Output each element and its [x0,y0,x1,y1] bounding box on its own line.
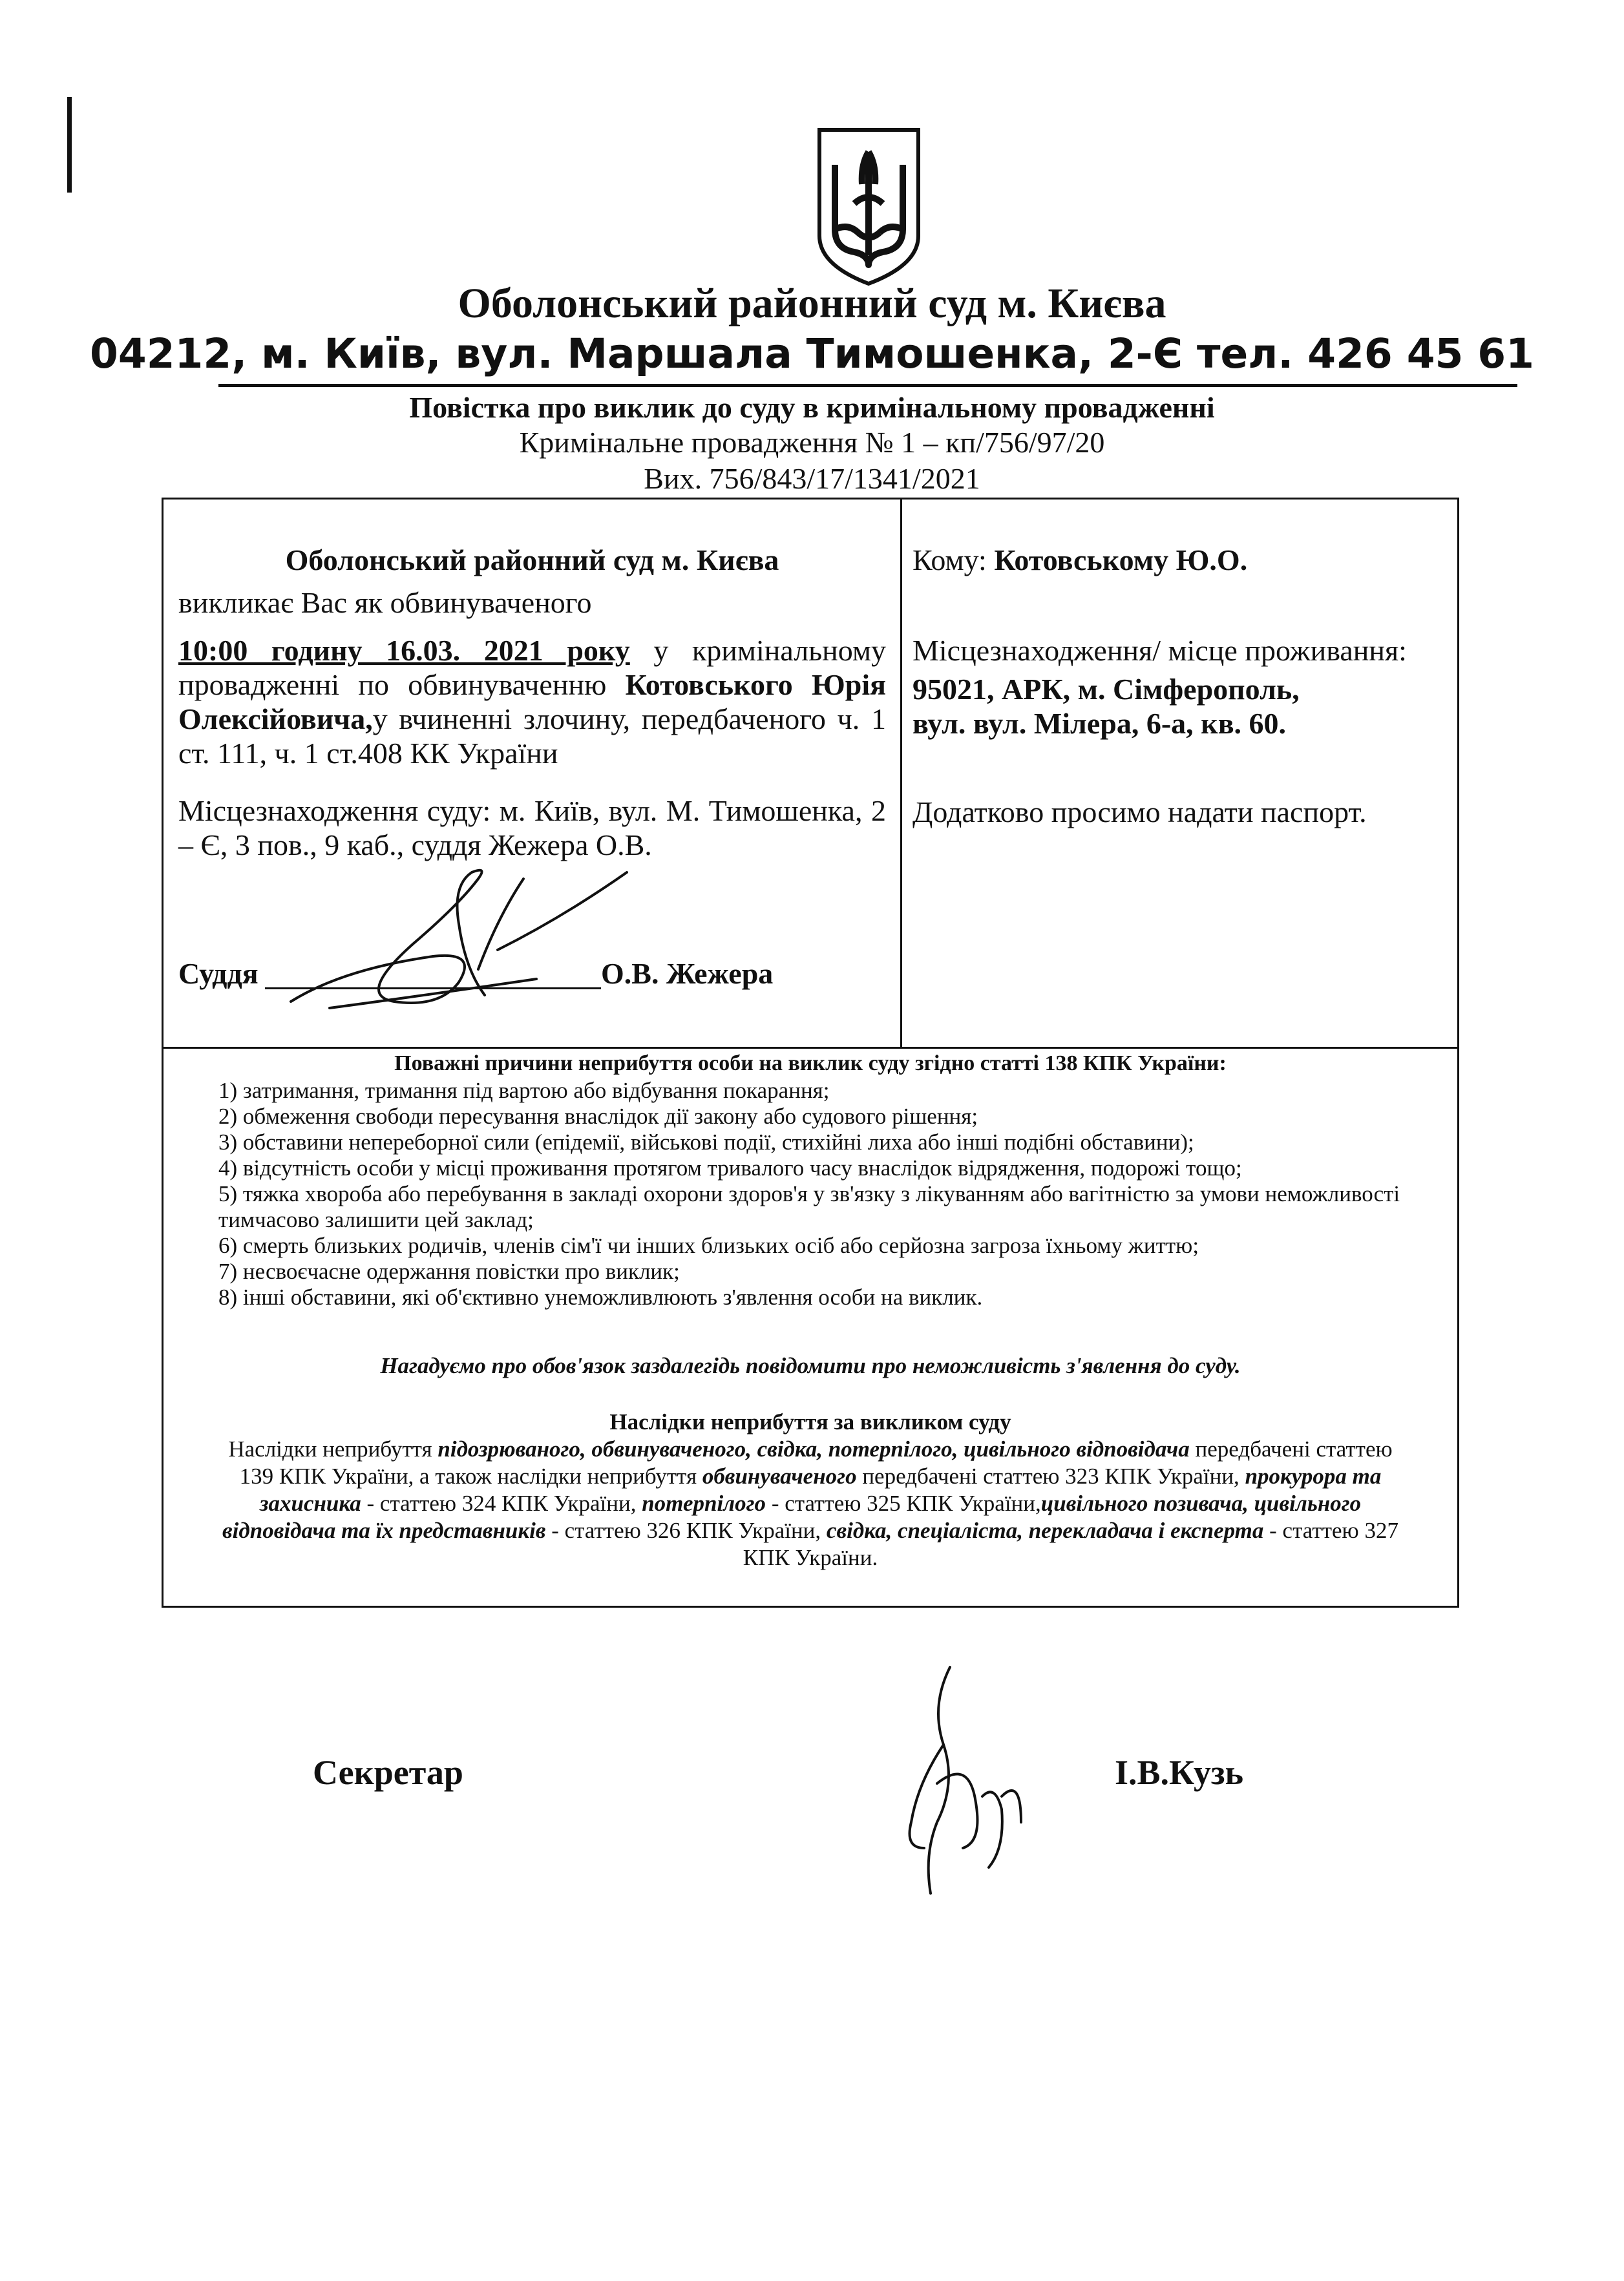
column-divider [900,498,902,1049]
consequences-part: підозрюваного, обвинуваченого, свідка, потерпілого, цивільного відповідача [438,1436,1190,1462]
secretary-name: І.В.Кузь [1115,1753,1244,1792]
list-item: 6) смерть близьких родичів, членів сім'ї чи інших близьких осіб або серйозна загроза їхньому життю; [218,1233,1199,1258]
secretary-label: Секретар [313,1753,463,1792]
judge-label: Суддя [178,957,258,990]
reminder-note: Нагадуємо про обов'язок заздалегідь повідомити про неможливість з'явлення до суду. [380,1353,1241,1378]
list-item: 8) інші обставини, які об'єктивно унеможливлюють з'явлення особи на виклик. [218,1285,983,1310]
consequences-part: - статтею 324 КПК України, [361,1491,642,1516]
accused-name: Котовського Юрія Олексійовича, [178,668,886,735]
consequences-part: цивільного позивача, цивільного відповідача та їх представників [222,1491,1362,1543]
consequences-part: потерпілого [642,1491,766,1516]
summons-datetime: 10:00 годину 16.03. 2021 року [178,634,630,667]
list-item: 3) обставини непереборної сили (епідемії, військові події, стихійні лиха або інші подібні обставини); [218,1130,1194,1155]
consequences-part: свідка, спеціаліста, перекладача і експерта [826,1518,1264,1543]
list-item: 7) несвоєчасне одержання повістки про виклик; [218,1259,680,1284]
recipient-line [912,543,1449,577]
consequences-part: прокурора та захисника [259,1464,1382,1516]
list-item: 5) тяжка хвороба або перебування в закладі охорони здоров'я у зв'язку з лікуванням або вагітністю за умови неможливості тимчасово залишити цей заклад; [218,1181,1400,1232]
consequences-part: обвинуваченого [702,1464,857,1489]
outgoing-number: Вих. 756/843/17/1341/2021 [644,462,980,495]
consequences-part: передбачені статтею 139 КПК України, а також наслідки неприбуття [239,1436,1393,1489]
court-address: 04212, м. Київ, вул. Маршала Тимошенка, 2-Є тел. 426 45 61 [90,330,1534,377]
reasons-title: Поважні причини неприбуття особи на виклик суду згідно статті 138 КПК України: [394,1051,1227,1075]
consequences-part: передбачені статтею 323 КПК України, [856,1464,1245,1489]
summons-body [178,633,886,770]
recipient-name: Котовському Ю.О. [994,543,1248,576]
list-item: 2) обмеження свободи пересування внаслідок дії закону або судового рішення; [218,1104,978,1129]
consequences-part: - статтею 325 КПК України, [766,1491,1041,1516]
recipient-address-line2: вул. вул. Мілера, 6-а, кв. 60. [912,707,1287,740]
court-location: Місцезнаходження суду: м. Київ, вул. М. Тимошенка, 2 – Є, 3 пов., 9 каб., суддя Жежера О.В. [178,794,886,861]
secretary-signature-scribble [892,1654,1034,1913]
consequences-text [213,1436,1408,1571]
court-name-heading: Оболонський районний суд м. Києва [458,280,1166,327]
consequences-title: Наслідки неприбуття за викликом суду [609,1409,1011,1435]
recipient-address-line1: 95021, АРК, м. Сімферополь, [912,673,1300,706]
summons-body-part2: у вчиненні злочину, передбаченого ч. 1 ст. 111, ч. 1 ст.408 КК України [178,702,886,770]
judge-signature-scribble [265,840,653,1034]
recipient-location-label: Місцезнаходження/ місце проживання: [912,634,1407,667]
reasons-list [218,1078,1433,1310]
summons-body-part1: у кримінальному провадженні по обвинуваченню [178,634,886,701]
scan-artifact-mark [67,97,72,193]
document-title: Повістка про виклик до суду в кримінальному провадженні [409,391,1215,424]
header-divider [218,384,1517,387]
case-number: Кримінальне провадження № 1 – кп/756/97/20 [519,426,1105,459]
summons-text: викликає Вас як обвинуваченого [178,586,592,619]
consequences-part: Наслідки неприбуття [228,1436,438,1462]
consequences-part: - статтею 327 КПК України. [743,1518,1398,1570]
recipient-label: Кому: [912,543,987,576]
summons-court-name: Оболонський районний суд м. Києва [285,543,779,576]
list-item: 1) затримання, тримання під вартою або відбування покарання; [218,1078,830,1103]
judge-name: О.В. Жежера [601,957,774,990]
coat-of-arms-icon [816,126,922,288]
section-divider [162,1047,1459,1049]
recipient-address [912,672,1449,741]
consequences-part: - статтею 326 КПК України, [545,1518,827,1543]
passport-request: Додатково просимо надати паспорт. [912,795,1367,828]
list-item: 4) відсутність особи у місці проживання протягом тривалого часу внаслідок відрядження, подорожі тощо; [218,1155,1242,1181]
